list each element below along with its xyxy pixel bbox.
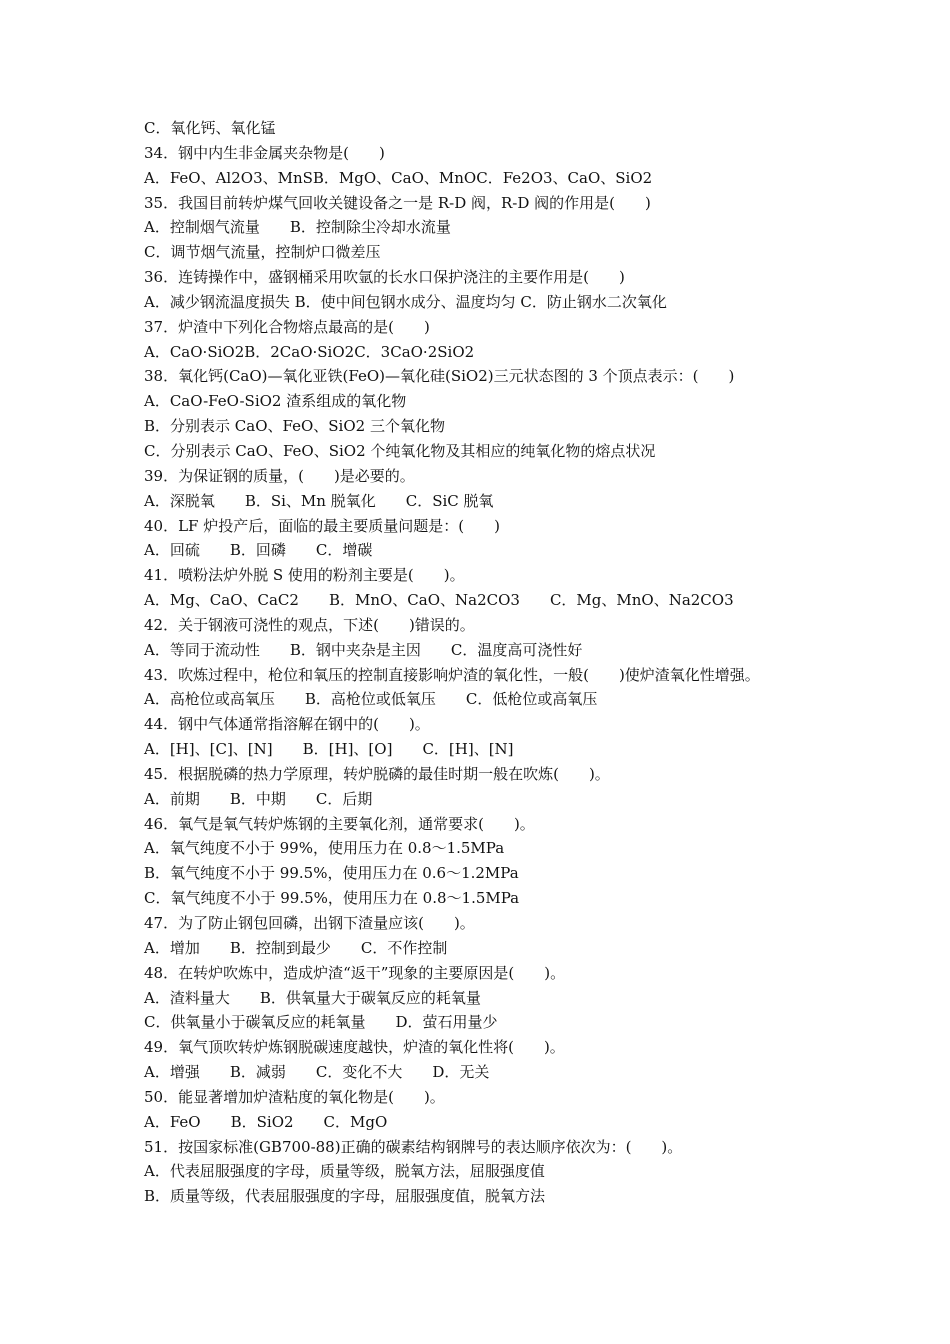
option-line: C．氧气纯度不小于 99.5%，使用压力在 0.8～1.5MPa: [144, 889, 520, 908]
option-line: A．高枪位或高氧压 B．高枪位或低氧压 C．低枪位或高氧压: [144, 690, 598, 709]
question-line: 50．能显著增加炉渣粘度的氧化物是( )。: [144, 1087, 445, 1106]
option-line: C．分别表示 CaO、FeO、SiO2 个纯氧化物及其相应的纯氧化物的熔点状况: [144, 441, 656, 460]
option-line: A．FeO、Al2O3、MnSB．MgO、CaO、MnOC．Fe2O3、CaO、SiO2: [144, 168, 653, 187]
question-line: 41．喷粉法炉外脱 S 使用的粉剂主要是( )。: [144, 566, 465, 585]
question-line: 34．钢中内生非金属夹杂物是( ): [144, 143, 385, 162]
question-line: 35．我国目前转炉煤气回收关键设备之一是 R-D 阀，R-D 阀的作用是( ): [144, 193, 651, 212]
option-line: A．回硫 B．回磷 C．增碳: [144, 541, 373, 560]
question-line: 38．氧化钙(CaO)—氧化亚铁(FeO)—氧化硅(SiO2)三元状态图的 3 个顶点表示：( ): [144, 367, 735, 386]
question-line: 46．氧气是氧气转炉炼钢的主要氧化剂，通常要求( )。: [144, 814, 535, 833]
option-line: A．增强 B．减弱 C．变化不大 D．无关: [144, 1063, 490, 1082]
option-line: A．FeO B．SiO2 C．MgO: [144, 1112, 388, 1131]
option-line: A．[H]、[C]、[N] B．[H]、[O] C．[H]、[N]: [144, 740, 514, 759]
option-line: A．氧气纯度不小于 99%，使用压力在 0.8～1.5MPa: [144, 839, 505, 858]
question-line: 39．为保证钢的质量，( )是必要的。: [144, 466, 415, 485]
option-line: B．氧气纯度不小于 99.5%，使用压力在 0.6～1.2MPa: [144, 864, 519, 883]
option-line: A．等同于流动性 B．钢中夹杂是主因 C．温度高可浇性好: [144, 640, 583, 659]
question-line: 51．按国家标准(GB700-88)正确的碳素结构钢牌号的表达顺序依次为：( )。: [144, 1137, 683, 1156]
option-line: C．供氧量小于碳氧反应的耗氧量 D．萤石用量少: [144, 1013, 498, 1032]
document-body: [144, 116, 844, 1209]
question-line: 44．钢中气体通常指溶解在钢中的( )。: [144, 715, 430, 734]
option-line: B．质量等级，代表屈服强度的字母，屈服强度值，脱氧方法: [144, 1187, 546, 1206]
question-line: 42．关于钢液可浇性的观点，下述( )错误的。: [144, 615, 475, 634]
question-line: 45．根据脱磷的热力学原理，转炉脱磷的最佳时期一般在吹炼( )。: [144, 764, 610, 783]
question-line: 48．在转炉吹炼中，造成炉渣“返干”现象的主要原因是( )。: [144, 963, 566, 982]
question-line: 47．为了防止钢包回磷，出钢下渣量应该( )。: [144, 914, 475, 932]
option-line: A．增加 B．控制到最少 C．不作控制: [144, 938, 448, 957]
option-line: A．Mg、CaO、CaC2 B．MnO、CaO、Na2CO3 C．Mg、MnO、Na2CO3: [144, 591, 734, 610]
option-line: A．深脱氧 B．Si、Mn 脱氧化 C．SiC 脱氧: [144, 491, 494, 510]
question-line: 36．连铸操作中，盛钢桶采用吹氩的长水口保护浇注的主要作用是( ): [144, 268, 625, 287]
question-line: 37．炉渣中下列化合物熔点最高的是( ): [144, 317, 430, 336]
option-line: A．前期 B．中期 C．后期: [144, 789, 373, 808]
option-line: A．CaO-FeO-SiO2 渣系组成的氧化物: [144, 392, 407, 411]
option-line: A．减少钢流温度损失 B．使中间包钢水成分、温度均匀 C．防止钢水二次氧化: [144, 292, 667, 311]
question-line: 40．LF 炉投产后，面临的最主要质量问题是：( ): [144, 516, 500, 535]
option-line: C．调节烟气流量，控制炉口微差压: [144, 243, 381, 262]
option-line: C．氧化钙、氧化锰: [144, 119, 276, 137]
question-line: 49．氧气顶吹转炉炼钢脱碳速度越快，炉渣的氧化性将( )。: [144, 1038, 565, 1057]
question-line: 43．吹炼过程中，枪位和氧压的控制直接影响炉渣的氧化性，一般( )使炉渣氧化性增强。: [144, 665, 760, 684]
option-line: A．渣料量大 B．供氧量大于碳氧反应的耗氧量: [144, 988, 481, 1007]
option-line: A．控制烟气流量 B．控制除尘冷却水流量: [144, 218, 451, 237]
option-line: A．CaO·SiO2B．2CaO·SiO2C．3CaO·2SiO2: [144, 342, 475, 361]
option-line: B．分别表示 CaO、FeO、SiO2 三个氧化物: [144, 417, 445, 436]
option-line: A．代表屈服强度的字母，质量等级，脱氧方法，屈服强度值: [144, 1162, 545, 1181]
